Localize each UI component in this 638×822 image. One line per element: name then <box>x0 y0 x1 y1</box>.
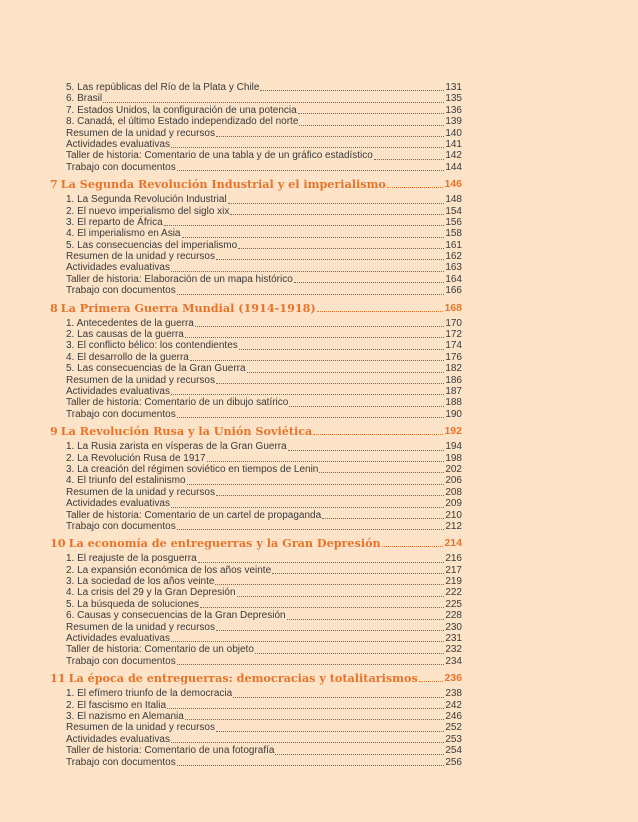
entry-title: Taller de historia: Comentario de una tabla y de un gráfico estadístico <box>66 150 373 162</box>
dot-leader <box>177 664 445 665</box>
toc-entry <box>66 722 462 733</box>
toc-entry <box>66 688 462 699</box>
page-number: 214 <box>444 537 462 550</box>
dot-leader <box>171 641 444 642</box>
dot-leader <box>319 472 444 473</box>
toc-entry <box>66 285 462 296</box>
entry-title: Trabajo con documentos <box>66 285 176 297</box>
entry-title: Actividades evaluativas <box>66 262 170 274</box>
dot-leader <box>177 294 445 295</box>
dot-leader <box>298 113 445 114</box>
dot-leader <box>216 136 444 137</box>
page-number: 238 <box>445 688 462 700</box>
toc-entry <box>66 397 462 408</box>
entry-title: 6. Causas y consecuencias de la Gran Depresión <box>66 610 286 622</box>
toc-entry <box>66 453 462 464</box>
page-number: 154 <box>445 205 462 217</box>
entry-title: 3. La creación del régimen soviético en tiempos de Lenin <box>66 463 319 475</box>
toc-entry <box>66 464 462 475</box>
toc-entry <box>66 318 462 329</box>
entry-title: Resumen de la unidad y recursos <box>66 127 215 139</box>
toc-entry <box>66 162 462 173</box>
dot-leader <box>167 708 444 709</box>
dot-leader <box>287 619 445 620</box>
dot-leader <box>177 529 445 530</box>
page-number: 236 <box>444 672 462 685</box>
page-number: 254 <box>445 745 462 757</box>
entry-title: 4. La crisis del 29 y la Gran Depresión <box>66 587 236 599</box>
toc-entry <box>66 587 462 598</box>
toc-chapter-heading <box>50 670 462 686</box>
dot-leader <box>216 630 444 631</box>
toc-entry <box>66 441 462 452</box>
toc-entry <box>66 206 462 217</box>
entry-title: 6. Brasil <box>66 93 103 105</box>
entry-title: 8. Canadá, el último Estado independizado del norte <box>66 116 299 128</box>
toc-entry <box>66 363 462 374</box>
entry-title: Trabajo con documentos <box>66 756 176 768</box>
dot-leader <box>200 607 444 608</box>
page-number: 198 <box>445 452 462 464</box>
page-number: 230 <box>445 621 462 633</box>
page-number: 252 <box>445 722 462 734</box>
toc-entry <box>66 510 462 521</box>
entry-title: 3. El nazismo en Alemania <box>66 710 184 722</box>
entry-title: Resumen de la unidad y recursos <box>66 374 215 386</box>
entry-title: Actividades evaluativas <box>66 633 170 645</box>
dot-leader <box>239 349 445 350</box>
entry-title: 3. El reparto de África <box>66 216 163 228</box>
page-number: 163 <box>445 262 462 274</box>
entry-title: 5. Las repúblicas del Río de la Plata y Chile <box>66 82 260 93</box>
page-number: 148 <box>445 194 462 206</box>
toc-entry <box>66 700 462 711</box>
toc-entry <box>66 340 462 351</box>
toc-entry <box>66 329 462 340</box>
dot-leader <box>216 383 444 384</box>
dot-leader <box>228 203 445 204</box>
page-number: 232 <box>445 644 462 656</box>
dot-leader <box>322 518 444 519</box>
page-number: 242 <box>445 699 462 711</box>
dot-leader <box>177 417 445 418</box>
dot-leader <box>216 731 444 732</box>
entry-title: Taller de historia: Comentario de una fotografía <box>66 745 275 757</box>
page-number: 174 <box>445 340 462 352</box>
dot-leader <box>103 102 444 103</box>
page-number: 253 <box>445 733 462 745</box>
dot-leader <box>289 406 444 407</box>
toc-entry <box>66 274 462 285</box>
page-number: 186 <box>445 374 462 386</box>
dot-leader <box>387 187 444 188</box>
page-number: 156 <box>445 216 462 228</box>
page-number: 176 <box>445 351 462 363</box>
chapter-number: 7 <box>50 177 58 192</box>
entry-title: 2. Las causas de la guerra <box>66 329 184 341</box>
dot-leader <box>177 170 445 171</box>
toc-entry <box>66 105 462 116</box>
toc-entry <box>66 116 462 127</box>
toc-entry <box>66 352 462 363</box>
entry-title: Actividades evaluativas <box>66 138 170 150</box>
entry-title: Taller de historia: Elaboración de un mapa histórico <box>66 273 293 285</box>
entry-title: 4. El imperialismo en Asia <box>66 228 181 240</box>
page-number: 172 <box>445 329 462 341</box>
dot-leader <box>313 434 443 435</box>
page-number: 228 <box>445 610 462 622</box>
dot-leader <box>216 259 444 260</box>
toc-entry <box>66 521 462 532</box>
dot-leader <box>190 360 444 361</box>
page-number: 225 <box>445 598 462 610</box>
chapter-number: 10 <box>50 536 66 551</box>
dot-leader <box>294 282 445 283</box>
dot-leader <box>299 125 444 126</box>
toc-entry <box>66 82 462 93</box>
toc-entry <box>66 375 462 386</box>
page-number: 146 <box>444 178 462 191</box>
entry-title: 5. La búsqueda de soluciones <box>66 598 199 610</box>
dot-leader <box>171 742 444 743</box>
chapter-number: 9 <box>50 424 58 439</box>
entry-title: Taller de historia: Comentario de un dibujo satírico <box>66 397 289 409</box>
toc-entry <box>66 644 462 655</box>
toc-entry <box>66 251 462 262</box>
toc-entry <box>66 409 462 420</box>
toc-entry <box>66 498 462 509</box>
chapter-title: La economía de entreguerras y la Gran Depresión <box>68 536 381 551</box>
page-number: 135 <box>445 93 462 105</box>
toc-entry <box>66 487 462 498</box>
dot-leader <box>171 147 444 148</box>
entry-title: 4. El triunfo del estalinismo <box>66 475 186 487</box>
toc-entry <box>66 622 462 633</box>
dot-leader <box>419 681 444 682</box>
toc-entry <box>66 656 462 667</box>
toc-entry <box>66 757 462 768</box>
page-number: 141 <box>445 138 462 150</box>
page-number: 158 <box>445 228 462 240</box>
toc-entry <box>66 228 462 239</box>
toc-entry <box>66 633 462 644</box>
page-number: 210 <box>445 509 462 521</box>
dot-leader <box>317 311 444 312</box>
page-number: 217 <box>445 564 462 576</box>
toc-entry <box>66 139 462 150</box>
toc-entry <box>66 475 462 486</box>
toc-entry <box>66 93 462 104</box>
chapter-title: La Segunda Revolución Industrial y el imperialismo <box>60 177 386 192</box>
page-number: 231 <box>445 633 462 645</box>
toc-entry <box>66 194 462 205</box>
dot-leader <box>207 461 445 462</box>
entry-title: 1. El efímero triunfo de la democracia <box>66 688 233 700</box>
dot-leader <box>185 337 444 338</box>
dot-leader <box>216 495 444 496</box>
page-number: 139 <box>445 116 462 128</box>
toc-entry <box>66 240 462 251</box>
entry-title: Resumen de la unidad y recursos <box>66 621 215 633</box>
toc-chapter-heading <box>50 300 462 316</box>
chapter-title: La Primera Guerra Mundial (1914-1918) <box>60 300 316 315</box>
page-number: 188 <box>445 397 462 409</box>
toc-entry <box>66 599 462 610</box>
toc-chapter-heading <box>50 176 462 192</box>
entry-title: Actividades evaluativas <box>66 733 170 745</box>
dot-leader <box>382 546 444 547</box>
page-number: 166 <box>445 285 462 297</box>
page-number: 219 <box>445 576 462 588</box>
toc-entry <box>66 217 462 228</box>
entry-title: Trabajo con documentos <box>66 520 176 532</box>
page-number: 190 <box>445 408 462 420</box>
page-number: 142 <box>445 150 462 162</box>
page-number: 136 <box>445 104 462 116</box>
dot-leader <box>275 754 444 755</box>
dot-leader <box>164 225 445 226</box>
page-number: 162 <box>445 251 462 263</box>
page-number: 170 <box>445 317 462 329</box>
toc-entry <box>66 150 462 161</box>
page-number: 202 <box>445 463 462 475</box>
dot-leader <box>198 562 445 563</box>
page-number: 246 <box>445 710 462 722</box>
entry-title: 4. El desarrollo de la guerra <box>66 351 189 363</box>
page-number: 168 <box>444 301 462 314</box>
page-number: 187 <box>445 385 462 397</box>
entry-title: 1. La Segunda Revolución Industrial <box>66 194 227 206</box>
entry-title: 1. El reajuste de la posguerra <box>66 553 197 565</box>
dot-leader <box>374 159 444 160</box>
page-number: 212 <box>445 520 462 532</box>
page-number: 222 <box>445 587 462 599</box>
entry-title: Taller de historia: Comentario de un objeto <box>66 644 254 656</box>
page-number: 206 <box>445 475 462 487</box>
page-number: 208 <box>445 486 462 498</box>
page-number: 144 <box>445 161 462 173</box>
dot-leader <box>272 573 444 574</box>
entry-title: 2. La expansión económica de los años veinte <box>66 564 272 576</box>
page-number: 209 <box>445 498 462 510</box>
toc-entry <box>66 565 462 576</box>
dot-leader <box>238 248 444 249</box>
entry-title: Resumen de la unidad y recursos <box>66 722 215 734</box>
entry-title: 2. La Revolución Rusa de 1917 <box>66 452 206 464</box>
dot-leader <box>233 697 444 698</box>
toc-entry <box>66 711 462 722</box>
entry-title: Actividades evaluativas <box>66 385 170 397</box>
page-number: 161 <box>445 239 462 251</box>
dot-leader <box>171 271 444 272</box>
entry-title: 7. Estados Unidos, la configuración de una potencia <box>66 104 297 116</box>
entry-title: Actividades evaluativas <box>66 498 170 510</box>
dot-leader <box>247 372 445 373</box>
entry-title: Trabajo con documentos <box>66 408 176 420</box>
chapter-number: 8 <box>50 300 58 315</box>
entry-title: 5. Las consecuencias de la Gran Guerra <box>66 363 246 375</box>
entry-title: Trabajo con documentos <box>66 655 176 667</box>
page-number: 192 <box>444 425 462 438</box>
entry-title: Resumen de la unidad y recursos <box>66 486 215 498</box>
entry-title: Trabajo con documentos <box>66 161 176 173</box>
entry-title: 2. El fascismo en Italia <box>66 699 167 711</box>
toc-entry <box>66 262 462 273</box>
dot-leader <box>185 719 444 720</box>
chapter-title: La época de entreguerras: democracias y totalitarismos <box>68 671 418 686</box>
entry-title: 1. La Rusia zarista en vísperas de la Gran Guerra <box>66 441 287 453</box>
toc-chapter-heading <box>50 423 462 439</box>
page-number: 182 <box>445 363 462 375</box>
table-of-contents <box>0 82 638 768</box>
dot-leader <box>177 765 445 766</box>
toc-entry <box>66 610 462 621</box>
chapter-number: 11 <box>50 671 66 686</box>
page-number: 164 <box>445 273 462 285</box>
entry-title: Taller de historia: Comentario de un cartel de propaganda <box>66 509 322 521</box>
dot-leader <box>171 394 444 395</box>
entry-title: 3. La sociedad de los años veinte <box>66 576 215 588</box>
dot-leader <box>230 214 444 215</box>
dot-leader <box>255 653 444 654</box>
dot-leader <box>182 237 445 238</box>
dot-leader <box>187 484 445 485</box>
dot-leader <box>195 326 444 327</box>
toc-entry <box>66 128 462 139</box>
entry-title: 5. Las consecuencias del imperialismo <box>66 239 238 251</box>
page-number: 216 <box>445 553 462 565</box>
toc-entry <box>66 576 462 587</box>
toc-entry <box>66 386 462 397</box>
entry-title: 1. Antecedentes de la guerra <box>66 317 194 329</box>
dot-leader <box>215 584 444 585</box>
toc-entry <box>66 734 462 745</box>
dot-leader <box>288 450 445 451</box>
toc-entry <box>66 745 462 756</box>
page-number: 256 <box>445 756 462 768</box>
entry-title: 3. El conflicto bélico: los contendientes <box>66 340 238 352</box>
entry-title: 2. El nuevo imperialismo del siglo xix <box>66 205 230 217</box>
entry-title: Resumen de la unidad y recursos <box>66 251 215 263</box>
page-number: 234 <box>445 655 462 667</box>
dot-leader <box>260 90 444 91</box>
dot-leader <box>237 596 445 597</box>
toc-entry <box>66 553 462 564</box>
chapter-title: La Revolución Rusa y la Unión Soviética <box>60 424 313 439</box>
toc-chapter-heading <box>50 535 462 551</box>
dot-leader <box>171 507 444 508</box>
page-number: 140 <box>445 127 462 139</box>
page-number: 131 <box>445 82 462 93</box>
page-number: 194 <box>445 441 462 453</box>
